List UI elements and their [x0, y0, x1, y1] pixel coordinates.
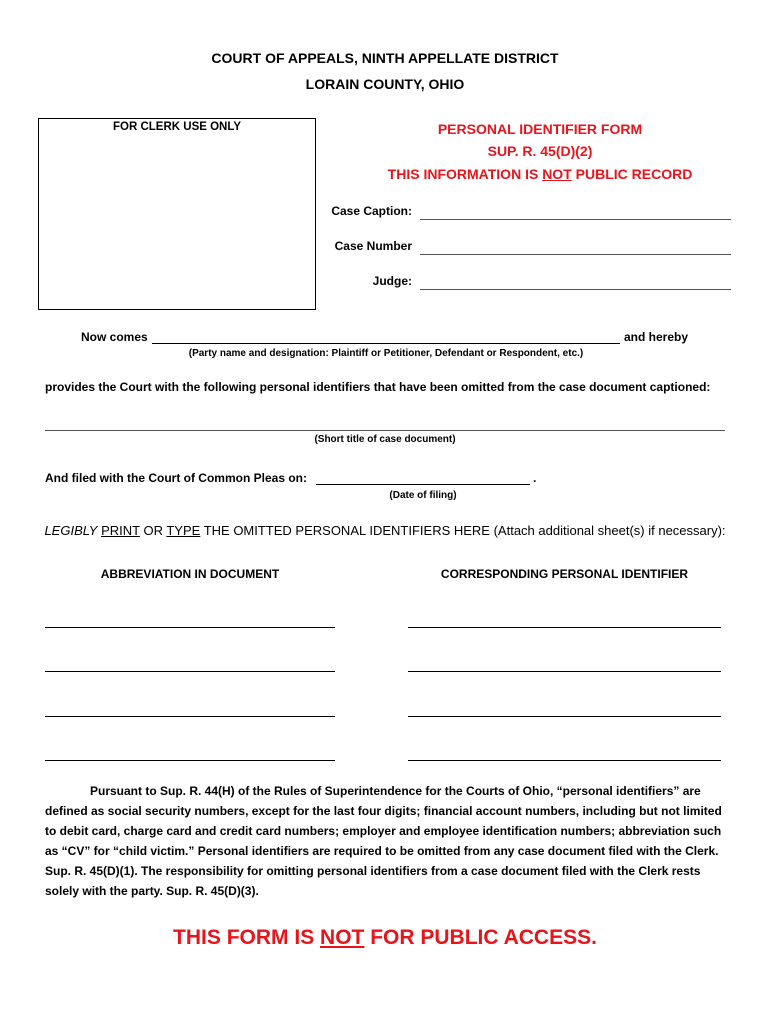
case-number-label: Case Number [334, 239, 412, 253]
confidentiality-notice [330, 166, 750, 182]
party-name-field[interactable] [152, 343, 620, 344]
abbreviation-field-1[interactable] [45, 627, 335, 628]
filed-period: . [533, 471, 537, 485]
abbreviation-field-4[interactable] [45, 760, 335, 761]
instruction-line [0, 523, 770, 538]
rule-notice-paragraph: Pursuant to Sup. R. 44(H) of the Rules of Superintendence for the Courts of Ohio, “personal identifiers” are defined as social security numbers, except for the last four digits; financial account numbers, including but not limited to debit card, charge card and credit card numbers; employer and employee identification numbers; abbreviation such as “CV” for “child victim.” Personal identifiers are required to be omitted from any case document filed with the Clerk. Sup. R. 45(D)(1). The responsibility for omitting personal identifiers from a case document filed with the Clerk rests solely with the party. Sup. R. 45(D)(3). [45, 784, 722, 898]
case-number-field[interactable] [420, 254, 731, 255]
public-access-warning [0, 926, 770, 950]
identifier-field-1[interactable] [408, 627, 721, 628]
warning-prefix: THIS FORM IS [173, 926, 321, 949]
judge-field[interactable] [420, 289, 731, 290]
abbreviation-field-3[interactable] [45, 716, 335, 717]
instruction-legibly: LEGIBLY [44, 523, 98, 538]
judge-label: Judge: [372, 274, 412, 288]
filing-date-field[interactable] [316, 484, 530, 485]
county-name: LORAIN COUNTY, OHIO [305, 76, 465, 92]
form-title: PERSONAL IDENTIFIER FORM [437, 121, 643, 137]
abbreviation-field-2[interactable] [45, 671, 335, 672]
party-name-hint: (Party name and designation: Plaintiff or Petitioner, Defendant or Respondent, etc.) [188, 348, 584, 359]
instruction-or: OR [139, 523, 167, 538]
confidentiality-suffix: PUBLIC RECORD [571, 166, 693, 182]
and-hereby-label: and hereby [624, 330, 689, 344]
clerk-use-box [38, 118, 316, 310]
case-caption-field[interactable] [420, 219, 731, 220]
filing-date-hint: (Date of filing) [389, 490, 457, 501]
case-caption-label: Case Caption: [331, 204, 412, 218]
abbreviation-column-header: ABBREVIATION IN DOCUMENT [100, 567, 280, 581]
warning-suffix: FOR PUBLIC ACCESS. [364, 926, 597, 949]
identifier-field-2[interactable] [408, 671, 721, 672]
instruction-type: TYPE [166, 523, 201, 538]
identifier-field-3[interactable] [408, 716, 721, 717]
instruction-print: PRINT [101, 523, 140, 538]
clerk-use-label: FOR CLERK USE ONLY [112, 121, 241, 133]
instruction-rest: THE OMITTED PERSONAL IDENTIFIERS HERE (Attach additional sheet(s) if necessary): [200, 523, 726, 538]
provides-statement: provides the Court with the following personal identifiers that have been omitted from the case document captioned: [45, 380, 711, 394]
identifier-column-header: CORRESPONDING PERSONAL IDENTIFIER [440, 567, 689, 581]
confidentiality-emphasis: NOT [542, 166, 572, 182]
warning-emphasis: NOT [320, 926, 365, 949]
short-title-field[interactable] [45, 430, 725, 431]
court-name: COURT OF APPEALS, NINTH APPELLATE DISTRICT [211, 50, 559, 66]
now-comes-label: Now comes [81, 330, 148, 344]
identifier-field-4[interactable] [408, 760, 721, 761]
short-title-hint: (Short title of case document) [314, 434, 456, 445]
filed-on-label: And filed with the Court of Common Pleas on: [45, 471, 307, 485]
confidentiality-prefix: THIS INFORMATION IS [387, 166, 543, 182]
form-rule-reference: SUP. R. 45(D)(2) [487, 143, 593, 159]
